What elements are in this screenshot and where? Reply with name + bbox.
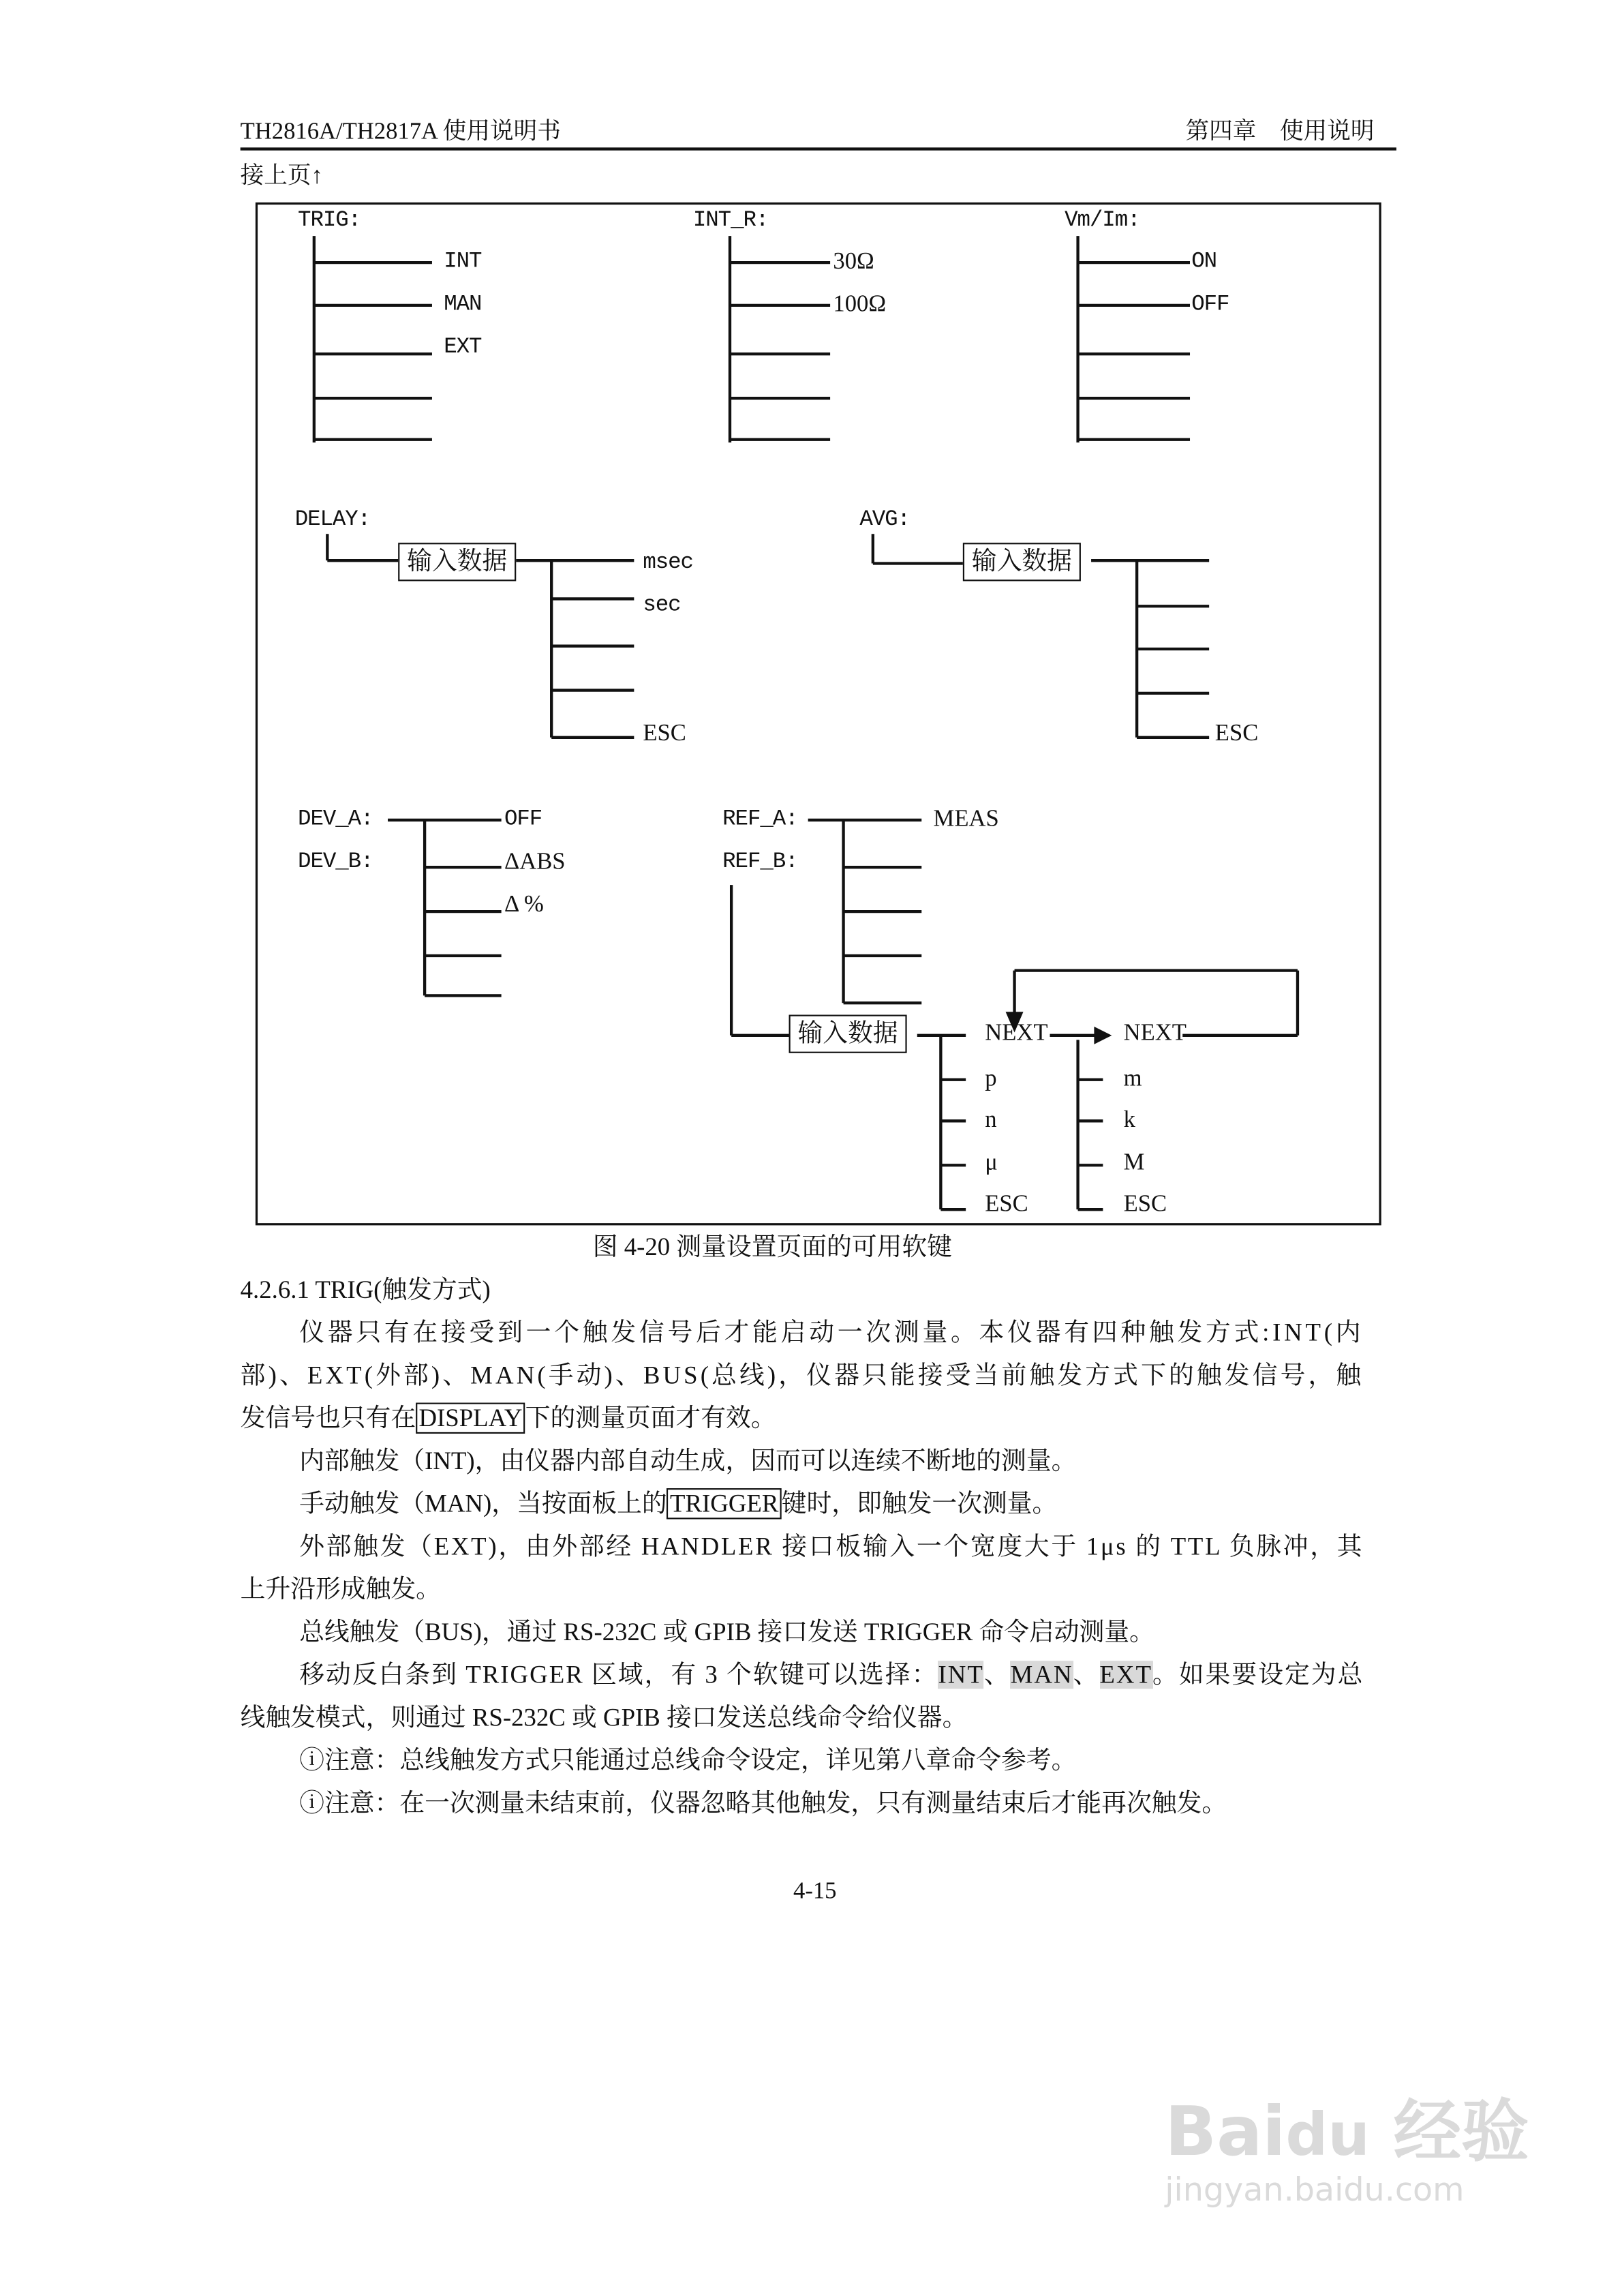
figure-caption: 图 4-20 测量设置页面的可用软键 xyxy=(592,1233,952,1261)
watermark-logo: Baidu 经验 jingyan.baidu.com xyxy=(1165,2091,1529,2210)
body-line xyxy=(299,1531,1364,1564)
dev-softkey-1: ΔABS xyxy=(504,849,566,875)
trig-softkey-2: EXT xyxy=(444,335,482,360)
text-segment: 线触发模式，则通过 RS-232C 或 GPIB 接口发送总线命令给仪器。 xyxy=(240,1703,968,1732)
delay-softkey-1: sec xyxy=(643,592,681,618)
text-segment: 发信号也只有在 xyxy=(240,1404,416,1432)
ref-unit1-1: p xyxy=(985,1066,997,1092)
delay-input-data-button[interactable]: 输入数据 xyxy=(398,543,516,581)
text-segment: 键时，即触发一次测量。 xyxy=(781,1490,1058,1518)
avg-input-data-button[interactable]: 输入数据 xyxy=(963,543,1081,581)
text-segment: ⓘ注意：在一次测量未结束前，仪器忽略其他触发，只有测量结束后才能再次触发。 xyxy=(299,1789,1227,1817)
header-chapter: 第四章 使用说明 xyxy=(1185,119,1375,145)
text-segment: 移动反白条到 TRIGGER 区域，有 3 个软键可以选择： xyxy=(299,1661,938,1689)
trig-softkey-0: INT xyxy=(444,249,482,275)
dev-softkey-2: Δ % xyxy=(504,892,544,918)
key-name-box: DISPLAY xyxy=(416,1403,525,1434)
vmim-softkey-1: OFF xyxy=(1191,292,1229,318)
avg-softkey-esc: ESC xyxy=(1214,721,1259,746)
text-segment: ⓘ注意：总线触发方式只能通过总线命令设定，详见第八章命令参考。 xyxy=(299,1746,1077,1774)
body-line xyxy=(299,1745,1076,1778)
text-segment: 。如果要设定为总 xyxy=(1152,1661,1364,1689)
text-segment: 、 xyxy=(1073,1661,1100,1689)
delay-softkey-0: msec xyxy=(643,550,693,575)
ref-unit2-2: k xyxy=(1123,1107,1135,1133)
avg-title: AVG: xyxy=(859,507,910,533)
text-segment: 总线触发（BUS)，通过 RS-232C 或 GPIB 接口发送 TRIGGER 命令启动测量。 xyxy=(299,1618,1154,1646)
text-segment: 下的测量页面才有效。 xyxy=(525,1404,776,1432)
ref-a-title: REF_A: xyxy=(722,806,798,832)
softkey-highlight: EXT xyxy=(1099,1661,1152,1689)
delay-title: DELAY: xyxy=(294,507,371,533)
body-line xyxy=(241,1403,776,1436)
ref-unit1-3: μ xyxy=(985,1150,998,1176)
body-line xyxy=(299,1659,1364,1692)
text-segment: 手动触发（MAN)，当按面板上的 xyxy=(299,1490,667,1518)
body-line xyxy=(299,1488,1057,1521)
ref-unit2-3: M xyxy=(1123,1150,1145,1176)
ref-unit1-0: NEXT xyxy=(985,1021,1048,1046)
key-name-box: TRIGGER xyxy=(667,1488,782,1519)
body-line xyxy=(299,1445,1076,1478)
vmim-title: Vm/Im: xyxy=(1065,208,1140,233)
int_r-softkey-0: 30Ω xyxy=(833,249,874,275)
header-title: TH2816A/TH2817A 使用说明书 xyxy=(240,119,561,145)
dev-softkey-0: OFF xyxy=(504,806,542,832)
body-line xyxy=(241,1574,441,1607)
softkey-highlight: INT xyxy=(938,1661,984,1689)
body-line xyxy=(299,1787,1227,1820)
next-arrow-right-icon xyxy=(1094,1027,1112,1044)
delay-softkey-2: ESC xyxy=(643,721,686,746)
page-number: 4-15 xyxy=(793,1879,837,1905)
body-line xyxy=(299,1317,1364,1350)
text-segment: 部)、EXT(外部)、MAN(手动)、BUS(总线)，仪器只能接受当前触发方式下的触发信号，触 xyxy=(240,1361,1364,1390)
int_r-title: INT_R: xyxy=(692,208,769,233)
continued-label: 接上页↑ xyxy=(240,164,323,189)
vmim-softkey-0: ON xyxy=(1191,249,1217,275)
text-segment: 、 xyxy=(983,1661,1011,1689)
text-segment: 上升沿形成触发。 xyxy=(240,1575,441,1603)
ref-unit1-4: ESC xyxy=(985,1192,1028,1217)
diagram-frame xyxy=(256,204,1380,1224)
text-segment: 外部触发（EXT)，由外部经 HANDLER 接口板输入一个宽度大于 1μs 的 TTL 负脉冲，其 xyxy=(299,1532,1364,1561)
ref-unit2-0: NEXT xyxy=(1123,1021,1187,1046)
text-segment: 内部触发（INT)，由仪器内部自动生成，因而可以连续不断地的测量。 xyxy=(299,1447,1077,1475)
ref-softkey-meas: MEAS xyxy=(933,806,999,832)
trig-softkey-1: MAN xyxy=(444,292,482,318)
ref-unit2-1: m xyxy=(1123,1066,1142,1092)
ref-input-data-button[interactable]: 输入数据 xyxy=(789,1015,907,1053)
softkey-highlight: MAN xyxy=(1010,1661,1073,1689)
dev-a-title: DEV_A: xyxy=(298,806,373,832)
body-line xyxy=(299,1616,1154,1649)
body-line xyxy=(241,1702,968,1735)
ref-unit2-4: ESC xyxy=(1123,1192,1167,1217)
body-line xyxy=(241,1360,1364,1393)
dev-b-title: DEV_B: xyxy=(298,849,373,875)
section-heading: 4.2.6.1 TRIG(触发方式) xyxy=(240,1275,491,1304)
trig-title: TRIG: xyxy=(298,208,361,233)
ref-unit1-2: n xyxy=(985,1107,997,1133)
text-segment: 仪器只有在接受到一个触发信号后才能启动一次测量。本仪器有四种触发方式:INT(内 xyxy=(299,1318,1364,1347)
ref-b-title: REF_B: xyxy=(722,849,798,875)
int_r-softkey-1: 100Ω xyxy=(833,292,887,318)
